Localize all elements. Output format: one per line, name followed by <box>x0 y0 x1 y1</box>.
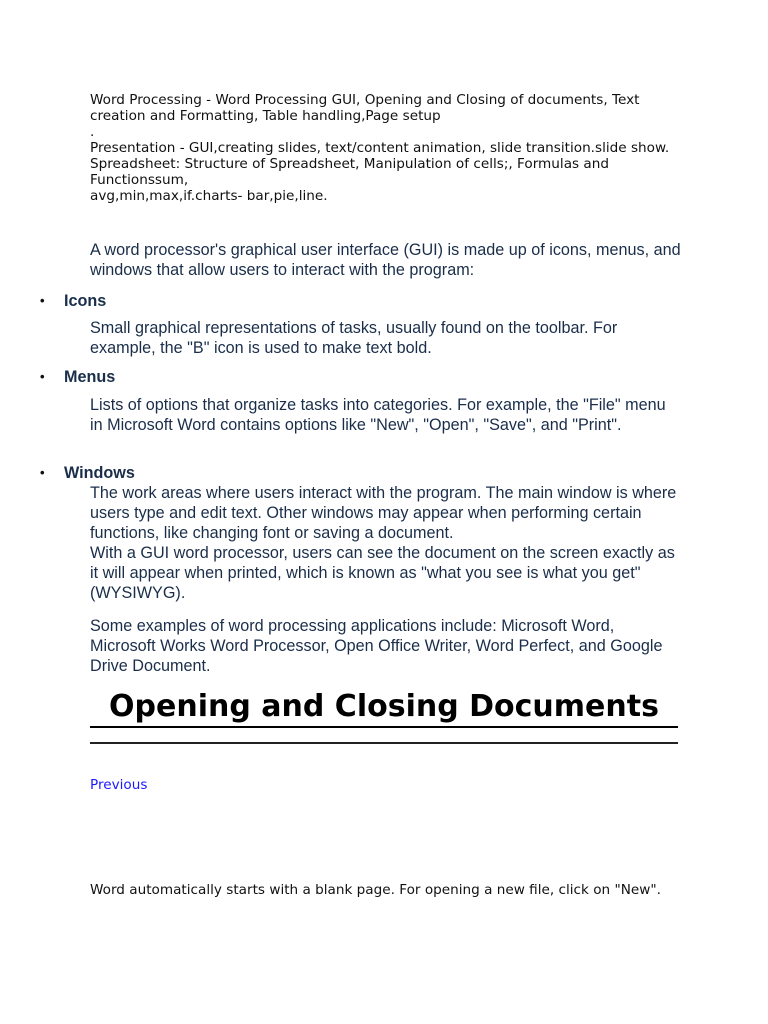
list-item-description: Small graphical representations of tasks, usually found on the toolbar. For example, the "B" icon is used to make text bold. <box>90 319 618 357</box>
syllabus-separator-dot: . <box>90 124 95 140</box>
word-start-paragraph: Word automatically starts with a blank page. For opening a new file, click on "New". <box>90 882 661 898</box>
syllabus-block <box>90 92 690 204</box>
list-item-title-text: Windows <box>64 464 135 482</box>
horizontal-divider <box>90 742 678 744</box>
list-item-title-text: Menus <box>64 368 116 386</box>
list-item-title <box>36 463 696 483</box>
list-item-title <box>36 367 696 387</box>
syllabus-presentation: Presentation - GUI,creating slides, text/content animation, slide transition.slide show. <box>90 140 670 156</box>
list-item-windows <box>36 463 696 603</box>
list-item-description: The work areas where users interact with the program. The main window is where users type and edit text. Other windows may appear when performing certain functions, like changing font or saving a document. <box>90 484 677 542</box>
bullet-icon: • <box>40 369 45 384</box>
bullet-icon: • <box>40 293 45 308</box>
list-item-title-text: Icons <box>64 292 107 310</box>
syllabus-spreadsheet: Spreadsheet: Structure of Spreadsheet, Manipulation of cells;, Formulas and Functionssum, <box>90 156 609 188</box>
gui-intro-paragraph: A word processor's graphical user interface (GUI) is made up of icons, menus, and windows that allow users to interact with the program: <box>90 241 681 279</box>
list-item-title <box>36 291 696 311</box>
examples-paragraph: Some examples of word processing applications include: Microsoft Word, Microsoft Works Word Processor, Open Office Writer, Word Perfect, and Google Drive Document. <box>90 617 663 675</box>
bullet-icon: • <box>40 465 45 480</box>
syllabus-word-processing: Word Processing - Word Processing GUI, Opening and Closing of documents, Text creation and Formatting, Table handling,Page setup <box>90 92 640 124</box>
list-item-description: Lists of options that organize tasks into categories. For example, the "File" menu in Microsoft Word contains options like "New", "Open", "Save", and "Print". <box>90 396 666 434</box>
section-heading: Opening and Closing Documents <box>90 688 678 728</box>
list-item-icons <box>36 291 696 358</box>
previous-link[interactable]: Previous <box>90 777 148 793</box>
wysiwyg-paragraph: With a GUI word processor, users can see the document on the screen exactly as it will appear when printed, which is known as "what you see is what you get" (WYSIWYG). <box>90 544 675 602</box>
syllabus-spreadsheet-functions: avg,min,max,if.charts- bar,pie,line. <box>90 188 328 204</box>
list-item-menus <box>36 367 696 435</box>
